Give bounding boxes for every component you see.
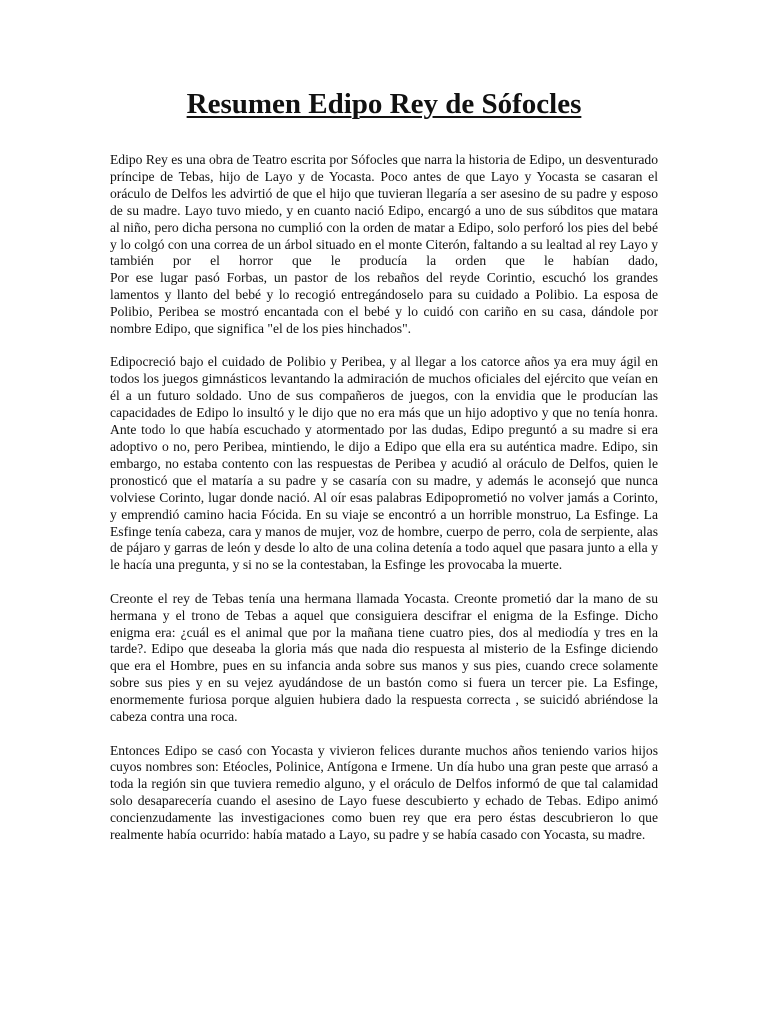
paragraph-4 bbox=[110, 743, 658, 844]
paragraph-3 bbox=[110, 591, 658, 726]
paragraph-2-text: Edipocreció bajo el cuidado de Polibio y Peribea, y al llegar a los catorce años ya era muy ágil en todos los juegos gimnásticos levantando la admiración de muchos oficiales del ejército que veían en él a un futuro soldado. Uno de sus compañeros de juegos, con la envidia que le producían las capacidades de Edipo lo insultó y le dijo que no era más que un hijo adoptivo y que no tenía honra. Ante todo lo que había escuchado y atormentado por las dudas, Edipo preguntó a su madre si era adoptivo o no, pero Peribea, mintiendo, le dijo a Edipo que ella era su auténtica madre. Edipo, sin embargo, no estaba contento con las respuestas de Peribea y acudió al oráculo de Delfos, quien le pronosticó que el mataría a su padre y se casaría con su madre, y además le aconsejó que nunca volviese Corinto, lugar donde nació. Al oír esas palabras Edipoprometió no volver jamás a Corinto, y emprendió camino hacia Fócida. En su viaje se encontró a un horrible monstruo, La Esfinge. La Esfinge tenía cabeza, cara y manos de mujer, voz de hombre, cuerpo de perro, cola de serpiente, alas de pájaro y garras de león y desde lo alto de una colina detenía a todo aquel que pasara junto a ella y le hacía una pregunta, y si no se la contestaban, la Esfinge les provocaba la muerte. bbox=[110, 354, 658, 573]
document-title: Resumen Edipo Rey de Sófocles bbox=[186, 88, 582, 120]
document-body bbox=[110, 152, 658, 860]
paragraph-1-part-2: Por ese lugar pasó Forbas, un pastor de los rebaños del reyde Corintio, escuchó los grandes lamentos y llanto del bebé y lo recogió entregándoselo para su cuidado a Polibio. La esposa de Polibio, Peribea se mostró encantada con el bebé y lo cuidó con cariño en su casa, dándole por nombre Edipo, que significa "el de los pies hinchados". bbox=[110, 270, 658, 337]
paragraph-2 bbox=[110, 354, 658, 574]
paragraph-1-part-1: Edipo Rey es una obra de Teatro escrita por Sófocles que narra la historia de Edipo, un desventurado príncipe de Tebas, hijo de Layo y de Yocasta. Poco antes de que Layo y Yocasta se casaran el oráculo de Delfos les advirtió de que el hijo que tuvieran llegaría a ser asesino de su padre y esposo de su madre. Layo tuvo miedo, y en cuanto nació Edipo, encargó a uno de sus súbditos que matara al niño, pero dicha persona no cumplió con la orden de matar a Edipo, solo perforó los pies del bebé y lo colgó con una correa de un árbol situado en el monte Citerón, faltando a su lealtad al rey Layo y también por el horror que le producía la orden que le habían dado, bbox=[110, 152, 658, 269]
paragraph-3-text: Creonte el rey de Tebas tenía una hermana llamada Yocasta. Creonte prometió dar la mano de su hermana y el trono de Tebas a aquel que consiguiera descifrar el enigma de la Esfinge. Dicho enigma era: ¿cuál es el animal que por la mañana tiene cuatro pies, dos al mediodía y tres en la tarde?. Edipo que deseaba la gloria más que nada dio respuesta al misterio de la Esfinge diciendo que era el Hombre, pues en su infancia anda sobre sus manos y sus pies, cuando crece solamente sobre sus pies y en su vejez ayudándose de un bastón como si fuera un tercer pie. La Esfinge, enormemente furiosa porque alguien hubiera dado la respuesta correcta , se suicidó abriéndose la cabeza contra una roca. bbox=[110, 590, 658, 725]
paragraph-4-text: Entonces Edipo se casó con Yocasta y vivieron felices durante muchos años teniendo varios hijos cuyos nombres son: Etéocles, Polinice, Antígona e Irmene. Un día hubo una gran peste que arrasó a toda la región sin que tuviera remedio alguno, y el oráculo de Delfos informó de que tal calamidad solo desaparecería cuando el asesino de Layo fuese descubierto y echado de Tebas. Edipo animó concienzudamente las investigaciones como buen rey que era pero éstas descubrieron lo que realmente había ocurrido: había matado a Layo, su padre y se había casado con Yocasta, su madre. bbox=[110, 742, 658, 843]
paragraph-1 bbox=[110, 152, 658, 338]
